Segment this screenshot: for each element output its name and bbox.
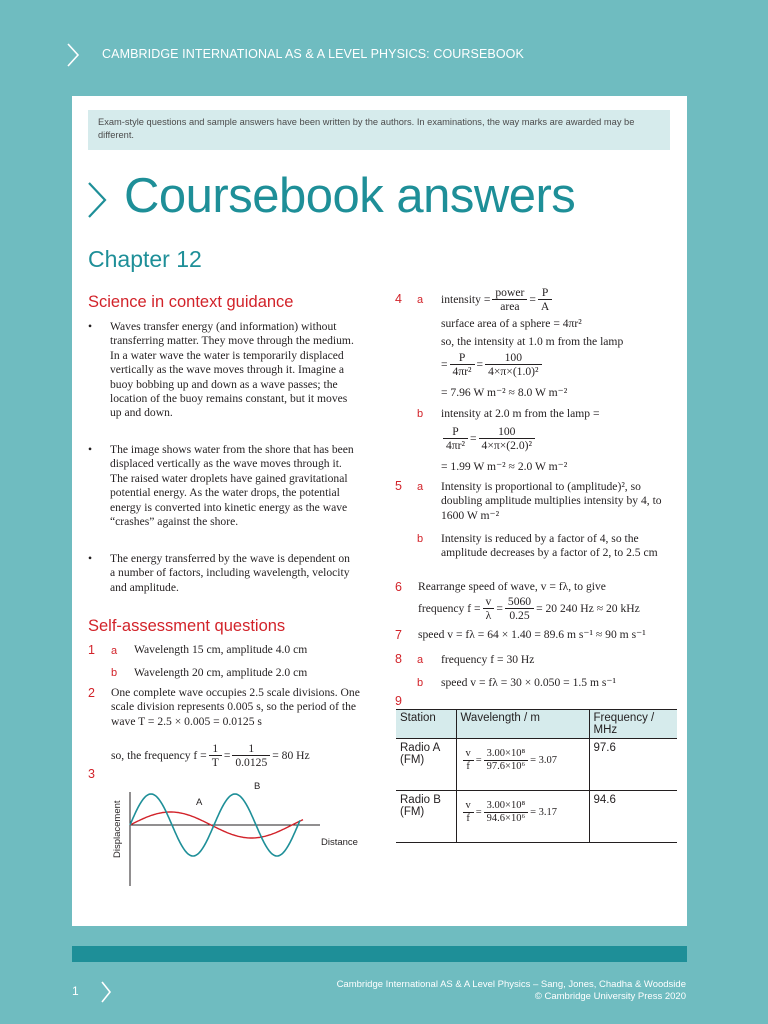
part-label: a (111, 645, 118, 657)
part-label: b (417, 533, 424, 545)
question-number: 3 (88, 767, 95, 781)
frequency-cell: 97.6 (589, 739, 677, 791)
answer-text: Rearrange speed of wave, v = fλ, to give (418, 580, 606, 593)
question-number: 9 (395, 694, 402, 708)
table-row (396, 791, 677, 843)
book-title: CAMBRIDGE INTERNATIONAL AS & A LEVEL PHYSICS: COURSEBOOK (102, 47, 524, 61)
answer-text: speed v = fλ = 30 × 0.050 = 1.5 m s⁻¹ (441, 676, 617, 689)
intensity-equation: intensity = $\frac{\text{power}}{\text{area}}$ = $\frac{P}{A}$ (441, 286, 554, 313)
frequency-equation: frequency f = $\frac{v}{\lambda}$ = $\frac{5060}{0.25}$ = 20 240 Hz ≈ 20 kHz (418, 595, 640, 622)
answer-text: Wavelength 15 cm, amplitude 4.0 cm (134, 643, 308, 656)
frequency-cell: 94.6 (589, 791, 677, 843)
question-number: 6 (395, 580, 402, 594)
fraction: $\frac{1}{T}$ (209, 742, 222, 769)
answer-text: = 7.96 W m⁻² ≈ 8.0 W m⁻² (441, 386, 568, 399)
part-label: a (417, 294, 424, 306)
station-cell: Radio A (FM) (396, 739, 456, 791)
part-label: a (417, 654, 424, 666)
answer-text: Intensity is proportional to (amplitude)², so doubling amplitude multiplies intensity by 4, to 1600 W m⁻² (441, 480, 662, 522)
column-header: Wavelength / m (456, 710, 589, 739)
station-cell: Radio B (FM) (396, 791, 456, 843)
answer-text: speed v = fλ = 64 × 1.40 = 89.6 m s⁻¹ ≈ 90 m s⁻¹ (418, 628, 646, 641)
y-axis-label: Displacement (112, 800, 123, 858)
answer-text: One complete wave occupies 2.5 scale divisions. One scale division represents 0.005 s, so the period of the wave T = 2.5 × 0.005 = 0.0125 s (111, 686, 360, 728)
bullet-item: • The energy transferred by the wave is dependent on a number of factors, including wavelength, velocity and amplitude. (110, 552, 356, 595)
question-number: 7 (395, 628, 402, 642)
footer-band (72, 946, 687, 962)
part-label: b (111, 667, 118, 679)
page-number: 1 (72, 984, 79, 998)
part-label: b (417, 677, 424, 689)
wavelength-cell: $\frac{v}{f}$ = $\frac{\text{3.00×10⁸}}{\text{97.6×10⁶}}$ = 3.07 (456, 739, 589, 791)
answer-text: surface area of a sphere = 4πr² (441, 317, 582, 330)
frequency-equation: so, the frequency f = $\frac{1}{T}$ = $\frac{1}{0.0125}$ = 80 Hz (111, 742, 310, 769)
answer-text: = 1.99 W m⁻² ≈ 2.0 W m⁻² (441, 460, 568, 473)
running-header (0, 38, 768, 72)
table-row (396, 739, 677, 791)
question-number: 5 (395, 479, 402, 493)
answer-text: so, the intensity at 1.0 m from the lamp (441, 335, 624, 348)
answer-text: Wavelength 20 cm, amplitude 2.0 cm (134, 666, 308, 679)
intensity-calc: = $\frac{P}{\text{4πr²}}$ = $\frac{100}{\text{4×π×(1.0)²}}$ (441, 351, 544, 378)
question-number: 4 (395, 292, 402, 306)
self-assessment-title: Self-assessment questions (88, 617, 286, 635)
footer-credit (337, 979, 686, 1003)
wavelength-cell: $\frac{v}{f}$ = $\frac{\text{3.00×10⁸}}{\text{94.6×10⁶}}$ = 3.17 (456, 791, 589, 843)
copyright-line: © Cambridge University Press 2020 (534, 991, 686, 1002)
label-a: A (196, 797, 203, 808)
label-b: B (254, 781, 261, 792)
eq-text: = 80 Hz (272, 749, 310, 762)
station-table (396, 709, 677, 843)
exam-notice: Exam-style questions and sample answers have been written by the authors. In examinations, the way marks are awarded may be different. (88, 110, 670, 150)
column-header: Station (396, 710, 456, 739)
credit-line: Cambridge International AS & A Level Physics – Sang, Jones, Chadha & Woodside (336, 979, 686, 990)
heading-text: Coursebook answers (124, 169, 576, 223)
bullet-item: • The image shows water from the shore that has been displaced vertically as the wave moves through it. The raised water droplets have gained gravitational potential energy. As the water drops, the potential energy is converted into kinetic energy as the wave “crashes” against the shore. (110, 443, 356, 529)
chevron-right-icon[interactable] (100, 980, 112, 1004)
fraction: $\frac{1}{0.0125}$ (232, 742, 270, 769)
column-header: Frequency / MHz (589, 710, 677, 739)
x-axis-label: Distance (321, 837, 358, 848)
science-title: Science in context guidance (88, 293, 294, 311)
answer-text: intensity at 2.0 m from the lamp = (441, 407, 600, 420)
table-header-row (396, 710, 677, 739)
page-content (72, 96, 687, 926)
wave-graph (108, 778, 368, 890)
question-number: 2 (88, 686, 95, 700)
chevron-right-icon (86, 180, 108, 220)
answer-text: Intensity is reduced by a factor of 4, so the amplitude decreases by a factor of 2, to 2.5 cm (441, 532, 658, 560)
answer-text: frequency f = 30 Hz (441, 653, 535, 666)
part-label: b (417, 408, 424, 420)
chevron-right-icon (66, 42, 80, 68)
chapter-title: Chapter 12 (88, 246, 202, 272)
bullet-item: • Waves transfer energy (and information) without transferring matter. They move through the medium. In a water wave the water is temporarily displaced vertically as the wave moves through it. Imagine a buoy bobbing up and down as a wave passes; the location of the buoy remains constant, but it moves up and down. (110, 320, 356, 421)
eq-text: so, the frequency f = (111, 749, 207, 762)
part-label: a (417, 481, 424, 493)
question-number: 1 (88, 643, 95, 657)
question-number: 8 (395, 652, 402, 666)
intensity-calc: $\frac{P}{\text{4πr²}}$ = $\frac{100}{\text{4×π×(2.0)²}}$ (441, 425, 537, 452)
